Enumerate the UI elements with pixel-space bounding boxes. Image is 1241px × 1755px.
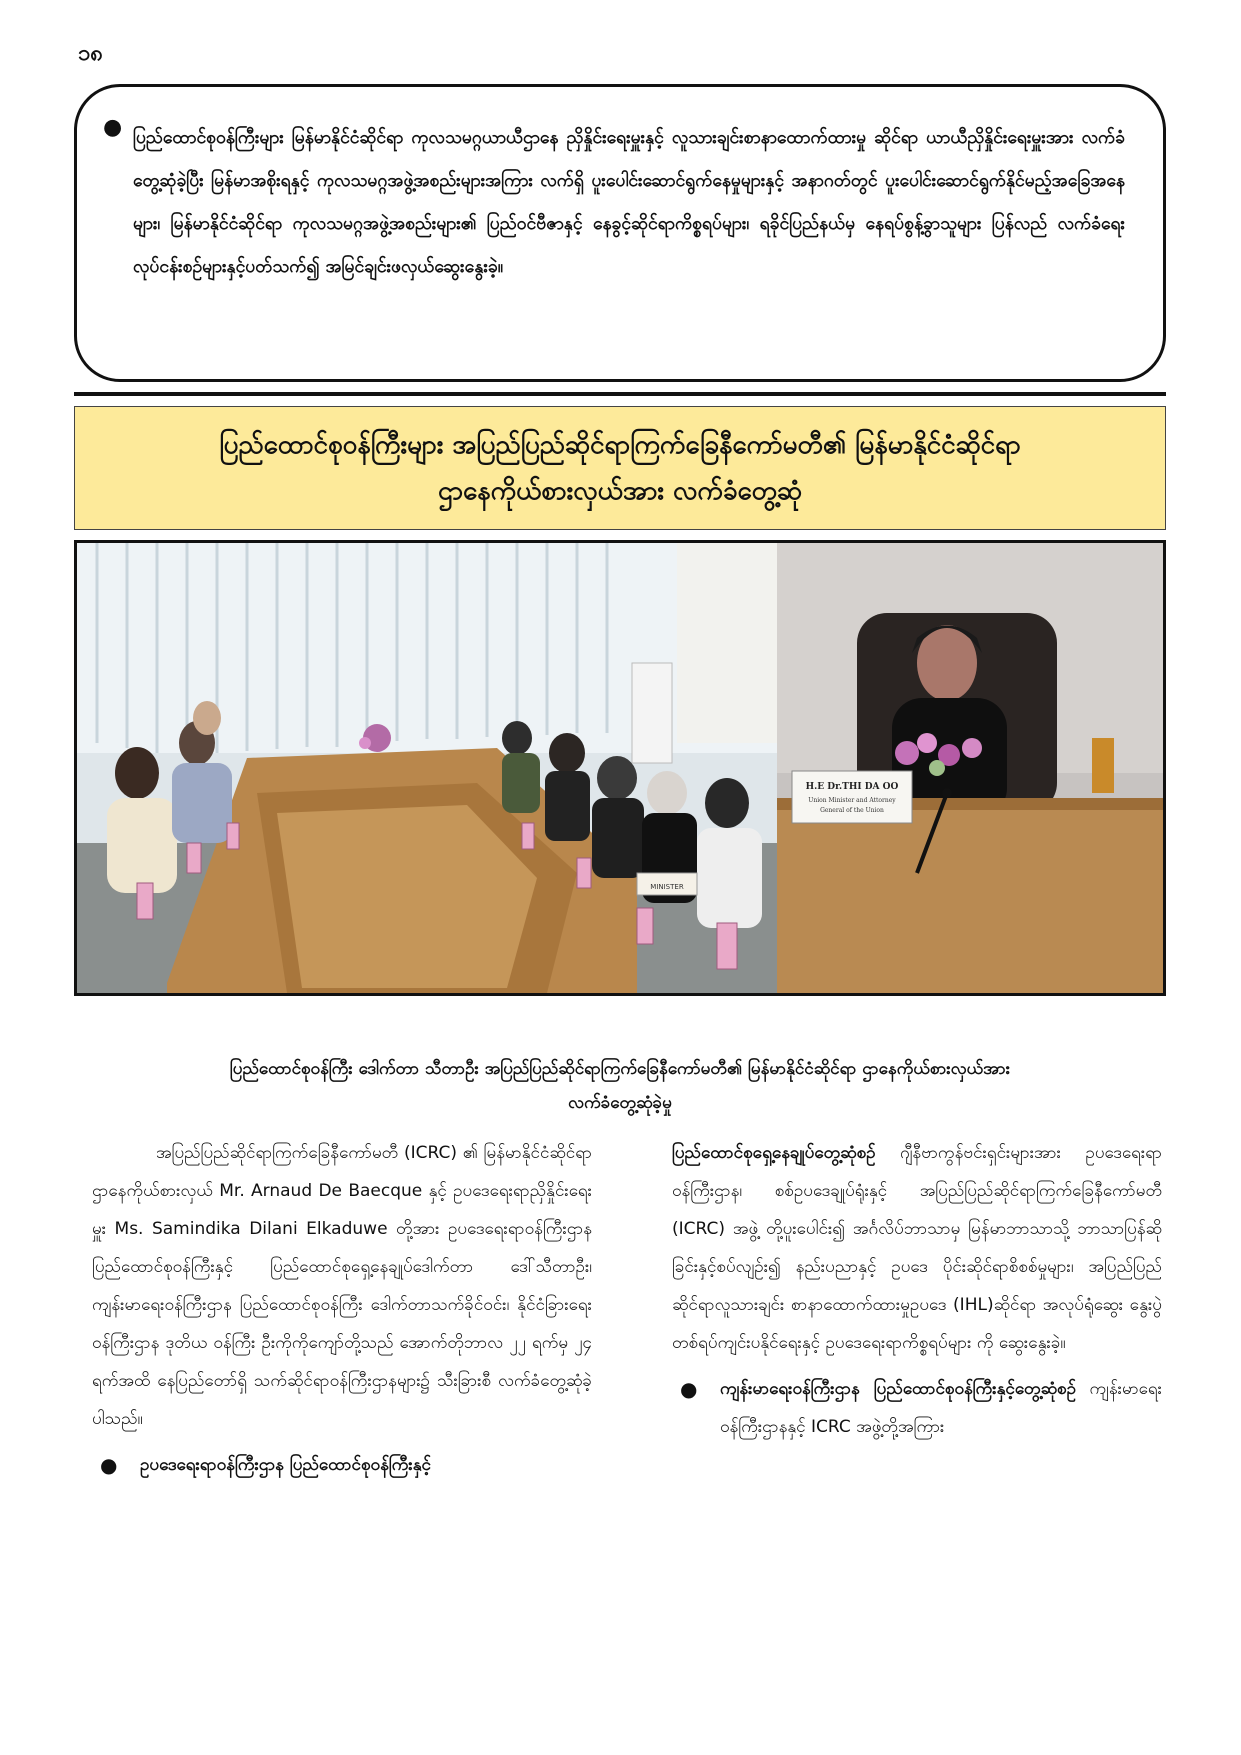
headline-line-2: ဌာနေကိုယ်စားလှယ်အား လက်ခံတွေ့ဆုံ — [437, 476, 803, 506]
nameplate-title: H.E Dr.THI DA OO — [805, 782, 899, 792]
nameplate-role-2: General of the Union — [820, 807, 884, 814]
right-column — [672, 1134, 1162, 1446]
section-divider — [74, 392, 1166, 396]
meeting-room-scene — [77, 543, 777, 993]
left-paragraph: အပြည်ပြည်ဆိုင်ရာကြက်ခြေနီကော်မတီ (ICRC) ၏ မြန်မာနိုင်ငံဆိုင်ရာ ဌာနေကိုယ်စားလှယ် Mr. Arnaud De Baecque နှင့် ဥပဒေရေးရာညှိနှိုင်းရေးမှူး Ms. Samindika Dilani Elkaduwe တို့အား ဥပဒေရေးရာဝန်ကြီးဌာန ပြည်ထောင်စုဝန်ကြီးနှင့် ပြည်ထောင်စုရှေ့နေချုပ်ဒေါက်တာ ဒေါ်သီတာဦး၊ ကျန်းမာရေးဝန်ကြီးဌာန ပြည်ထောင်စုဝန်ကြီး ဒေါက်တာသက်ခိုင်ဝင်း၊ နိုင်ငံခြားရေးဝန်ကြီးဌာန ဒုတိယ ဝန်ကြီး ဦးကိုကိုကျော်တို့သည် အောက်တိုဘာလ ၂၂ ရက်မှ ၂၄ ရက်အထိ နေပြည်တော်ရှိ သက်ဆိုင်ရာဝန်ကြီးဌာနများ၌ သီးခြားစီ လက်ခံတွေ့ဆုံခဲ့ပါသည်။ — [92, 1143, 592, 1429]
right-bullet-text: ကျန်းမာရေးဝန်ကြီးဌာနနှင့် ICRC အဖွဲ့တို့အကြား — [720, 1379, 1162, 1437]
caption-line-2: လက်ခံတွေ့ဆုံခဲ့မှု — [568, 1093, 672, 1113]
right-bullet-lead: ကျန်းမာရေးဝန်ကြီးဌာန ပြည်ထောင်စုဝန်ကြီးနှင့်တွေ့ဆုံစဉ် — [720, 1379, 1077, 1399]
meeting-photo-illustration — [77, 543, 1163, 993]
right-bullet-item — [672, 1370, 1162, 1446]
summary-text: ပြည်ထောင်စုဝန်ကြီးများ မြန်မာနိုင်ငံဆိုင်ရာ ကုလသမဂ္ဂယာယီဌာနေ ညှိနှိုင်းရေးမှူးနှင့် လူသားချင်းစာနာထောက်ထားမှု ဆိုင်ရာ ယာယီညှိနှိုင်းရေးမှူးအား လက်ခံတွေ့ဆုံခဲ့ပြီး မြန်မာအစိုးရနှင့် ကုလသမဂ္ဂအဖွဲ့အစည်းများအကြား လက်ရှိ ပူးပေါင်းဆောင်ရွက်နေမှုများနှင့် အနာဂတ်တွင် ပူးပေါင်းဆောင်ရွက်နိုင်မည့်အခြေအနေများ၊ မြန်မာနိုင်ငံဆိုင်ရာ ကုလသမဂ္ဂအဖွဲ့အစည်းများ၏ ပြည်ဝင်ဗီဇာနှင့် နေခွင့်ဆိုင်ရာကိစ္စရပ်များ၊ ရခိုင်ပြည်နယ်မှ နေရပ်စွန့်ခွာသူများ ပြန်လည် လက်ခံရေးလုပ်ငန်းစဉ်များနှင့်ပတ်သက်၍ အမြင်ချင်းဖလှယ်ဆွေးနွေးခဲ့။ — [133, 128, 1125, 277]
left-column — [92, 1134, 592, 1484]
meeting-photo — [74, 540, 1166, 996]
right-paragraph — [672, 1134, 1162, 1362]
nameplate-role-1: Union Minister and Attorney — [808, 797, 896, 804]
right-paragraph-lead: ပြည်ထောင်စုရှေ့နေချုပ်တွေ့ဆုံစဉ် — [672, 1143, 876, 1163]
headline-box — [74, 406, 1166, 530]
right-paragraph-body: ဂျီနီဗာကွန်ဗင်းရှင်းများအား ဥပဒေရေးရာဝန်ကြီးဌာန၊ စစ်ဥပဒေချုပ်ရုံးနှင့် အပြည်ပြည်ဆိုင်ရာကြက်ခြေနီကော်မတီ (ICRC) အဖွဲ့ တို့ပူးပေါင်း၍ အင်္ဂလိပ်ဘာသာမှ မြန်မာဘာသာသို့ ဘာသာပြန်ဆိုခြင်းနှင့်စပ်လျဉ်း၍ နည်းပညာနှင့် ဥပဒေ ပိုင်းဆိုင်ရာစိစစ်မှုများ၊ အပြည်ပြည်ဆိုင်ရာလူသားချင်း စာနာထောက်ထားမှုဥပဒေ (IHL)ဆိုင်ရာ အလုပ်ရုံဆွေး နွေးပွဲတစ်ရပ်ကျင်းပနိုင်ရေးနှင့် ဥပဒေရေးရာကိစ္စရပ်များ ကို ဆွေးနွေးခဲ့။ — [672, 1143, 1162, 1353]
minister-portrait-scene — [777, 543, 1163, 993]
caption-line-1: ပြည်ထောင်စုဝန်ကြီး ဒေါက်တာ သီတာဦး အပြည်ပြည်ဆိုင်ရာကြက်ခြေနီကော်မတီ၏ မြန်မာနိုင်ငံဆိုင်ရာ ဌာနေကိုယ်စားလှယ်အား — [229, 1059, 1011, 1079]
nameplate-minister: MINISTER — [650, 883, 684, 891]
page-number: ၁၈ — [78, 41, 103, 66]
left-bullet-dot: ● — [100, 1453, 118, 1477]
right-bullet-dot: ● — [680, 1377, 698, 1401]
left-bullet-text: ဥပဒေရေးရာဝန်ကြီးဌာန ပြည်ထောင်စုဝန်ကြီးနှင့် — [140, 1455, 431, 1475]
summary-bullet: ● — [103, 115, 123, 140]
photo-caption — [74, 1052, 1166, 1120]
left-bullet-item — [92, 1446, 592, 1484]
headline-line-1: ပြည်ထောင်စုဝန်ကြီးများ အပြည်ပြည်ဆိုင်ရာကြက်ခြေနီကော်မတီ၏ မြန်မာနိုင်ငံဆိုင်ရာ — [219, 430, 1021, 460]
summary-box — [74, 84, 1166, 382]
